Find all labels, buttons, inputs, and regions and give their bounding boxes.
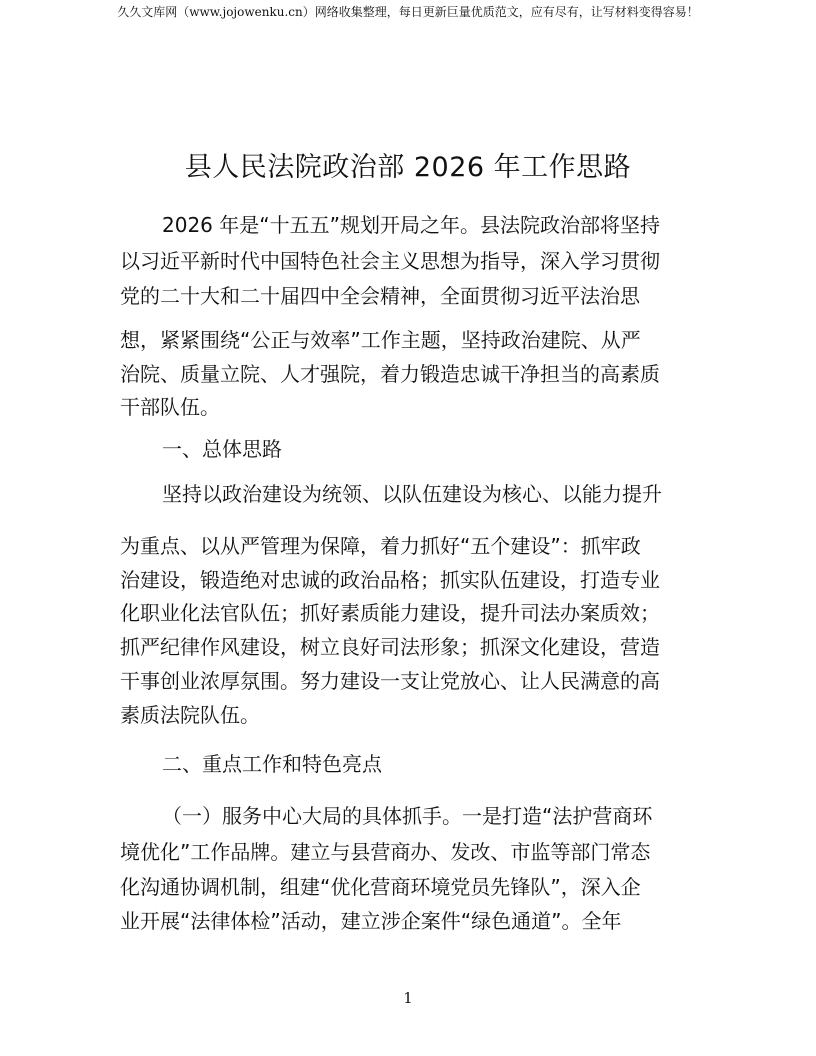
body-line: 境优化”工作品牌。建立与县营商办、发改、市监等部门常态 <box>120 840 651 864</box>
body-line: 治建设，锻造绝对忠诚的政治品格；抓实队伍建设，打造专业 <box>120 568 660 592</box>
body-line: 素质法院队伍。 <box>120 703 260 727</box>
body-line: （一）服务中心大局的具体抓手。一是打造“法护营商环 <box>162 804 653 828</box>
body-line: 化职业化法官队伍；抓好素质能力建设，提升司法办案质效； <box>120 601 660 625</box>
body-line: 干事创业浓厚氛围。努力建设一支让党放心、让人民满意的高 <box>120 669 660 693</box>
body-line: 为重点、以从严管理为保障，着力抓好“五个建设”：抓牢政 <box>120 534 641 558</box>
body-line: 想，紧紧围绕“公正与效率”工作主题，坚持政治建院、从严 <box>120 328 641 352</box>
body-line: 业开展“法律体检”活动，建立涉企案件“绿色通道”。全年 <box>120 909 622 933</box>
site-header-banner: 久久文库网（www.jojowenku.cn）网络收集整理，每日更新巨量优质范文，应有尽有，让写材料变得容易！ <box>117 5 699 19</box>
section-heading: 二、重点工作和特色亮点 <box>162 752 382 776</box>
body-line: 坚持以政治建设为统领、以队伍建设为核心、以能力提升 <box>162 482 662 506</box>
body-line: 以习近平新时代中国特色社会主义思想为指导，深入学习贯彻 <box>120 249 660 273</box>
body-line: 抓严纪律作风建设，树立良好司法形象；抓深文化建设，营造 <box>120 635 660 659</box>
page-title: 县人民法院政治部 2026 年工作思路 <box>184 152 632 183</box>
body-line: 化沟通协调机制，组建“优化营商环境党员先锋队”，深入企 <box>120 875 641 899</box>
page-number: 1 <box>403 989 413 1007</box>
body-line: 治院、质量立院、人才强院，着力锻造忠诚干净担当的高素质 <box>120 362 660 386</box>
body-line: 干部队伍。 <box>120 395 220 419</box>
section-heading: 一、总体思路 <box>162 437 282 461</box>
body-line: 党的二十大和二十届四中全会精神，全面贯彻习近平法治思 <box>120 284 640 308</box>
body-line: 2026 年是“十五五”规划开局之年。县法院政治部将坚持 <box>162 213 660 237</box>
